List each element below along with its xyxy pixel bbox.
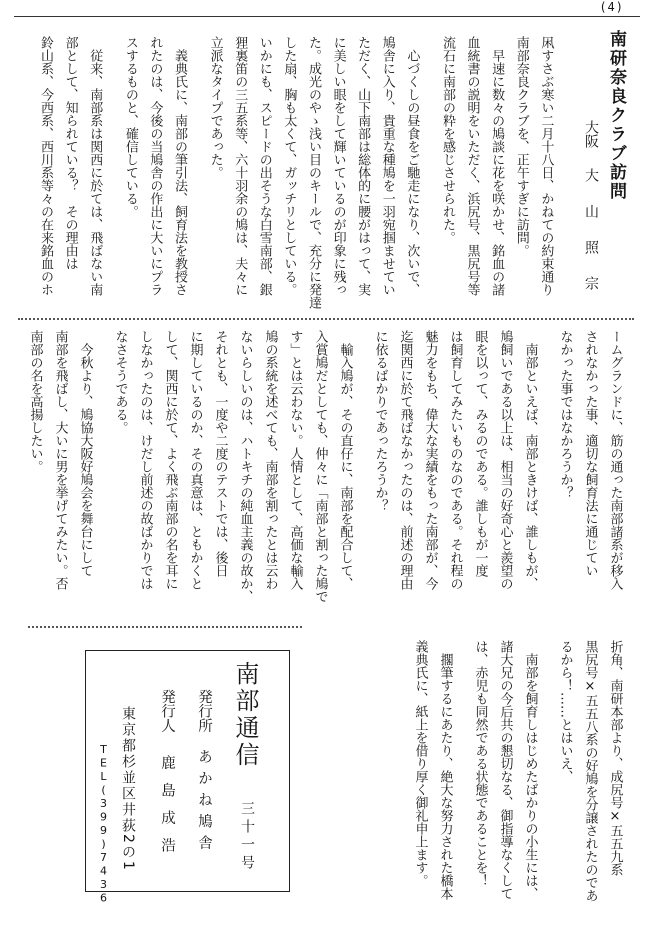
text-column: に依るばかりであったろうか？: [372, 330, 388, 512]
text-block: [553, 640, 628, 924]
text-column: 輸入鳩が、その直仔に、南部を配合して、: [337, 343, 353, 590]
text-block: [23, 330, 98, 616]
paragraph: [368, 330, 543, 616]
text-column: 凩すさぶ寒い二月十八日、かねての約束通り: [538, 36, 554, 296]
text-column: それとも、一度や二度のテストでは、後日: [212, 330, 228, 577]
issuer-label: 発行人: [159, 689, 175, 733]
text-column: 南部といえば、南部ときけば、誰しもが、: [522, 343, 538, 590]
text-block: [408, 640, 458, 924]
article-title: 南研奈良クラブ訪問: [606, 30, 626, 201]
text-column: 血統書の説明をいただく、浜尻号、黒尻号等: [464, 36, 480, 296]
text-column: す」とは云わない。人情として、高価な輸入: [287, 330, 303, 590]
text-column: 義典氏に、紙上を借り厚く御礼申上ます。: [412, 640, 428, 887]
text-column: 入賞鳩だとしても、仲々に「南部と割った鳩で: [312, 330, 328, 603]
text-column: 流石に南部の粋を感じさせられた。: [439, 36, 455, 244]
page-number: (4): [599, 0, 624, 14]
article-middle-text: [23, 330, 628, 616]
text-column: しなかったのは、けだし前述の故ばかりでは: [137, 330, 153, 590]
paragraph: [434, 36, 508, 316]
text-column: 迄関西に於て飛ばなかったのは、前述の理由: [397, 330, 413, 590]
paragraph: [553, 640, 628, 924]
text-column: 魅力をもち、偉大な実績をもった南部が、今: [422, 330, 438, 590]
text-column: 義典氏に、南部の筆引法、飼育法を教授さ: [172, 49, 187, 296]
text-column: 立派なタイプであった。: [207, 36, 223, 179]
text-column: 心づくしの昼食をご馳走になり、次いで、: [404, 49, 420, 296]
section-divider: [28, 626, 302, 628]
publisher-line: [193, 689, 215, 856]
text-column: 諸大兄の今后共の懇切なる、御指導なくして: [497, 640, 513, 900]
text-column: した扇、胸も太くて、ガッチリとしている。: [281, 36, 297, 296]
text-column: して、関西に於て、よく飛ぶ南部の名を耳に: [162, 330, 178, 590]
colophon-box: [85, 650, 290, 905]
text-column: に美しい眼をして輝いているのが印象に残っ: [330, 36, 346, 296]
text-column: ないらしいのは、ハトキチの純血主義の故か、: [237, 330, 253, 603]
text-column: なさそうである。: [112, 330, 128, 434]
text-column: 従来、南部系は関西に於ては、飛ばない南: [87, 49, 103, 296]
paragraph: [202, 36, 423, 316]
author-name: 大山照宗: [583, 168, 599, 312]
text-column: いかにも、スピードの出そうな白雪南部、銀: [256, 36, 272, 296]
issue-number: 三十一号: [239, 801, 255, 873]
telephone: TEL(399)7436: [97, 743, 110, 905]
text-column: 南部を飼育しはじめたばかりの小生には、: [522, 653, 538, 900]
article-author: [578, 120, 603, 312]
text-block: [553, 330, 628, 616]
section-divider: [18, 318, 634, 320]
text-column: 黒尻号×五五八系の好鳩を分譲されたのであ: [582, 640, 598, 902]
text-column: 鳩の系統を述べても、南部を割ったとは云わ: [262, 330, 278, 590]
text-column: 南部奈良クラブを、正午すぎに訪問。: [513, 36, 529, 257]
text-column: に期しているのか、その真意は、ともかくと: [187, 330, 203, 590]
text-column: なかった事ではなかろうか？: [557, 330, 573, 499]
text-block: [32, 36, 106, 316]
paragraph: [32, 36, 106, 316]
text-column: 鳩飼いである以上は、相当の好奇心と羨望の: [497, 330, 513, 590]
text-column: 擱筆するにあたり、絶大な努力された橋本: [437, 653, 453, 900]
text-block: [368, 330, 543, 616]
text-column: 狸裏笛の三五系等、六十羽余の鳩は、夫々に: [232, 36, 248, 296]
article-upper-text: [32, 36, 557, 316]
text-block: [117, 36, 191, 316]
issuer-line: [156, 689, 178, 865]
text-column: ームグランドに、筋の通った南部諸系が移入: [607, 330, 623, 590]
text-column: 南部を飛ばし、大いに男を挙げてみたい。否: [52, 330, 68, 590]
text-column: 早速に数々の鳩談に花を咲かせ、銘血の諸: [489, 49, 505, 296]
issuer-name: 鹿島成浩: [159, 754, 175, 865]
paragraph: [108, 330, 358, 616]
text-column: 折角、南研本部より、成尻号×五五九系: [607, 640, 623, 876]
masthead: 南部通信: [231, 661, 259, 769]
text-column: 今秋より、鳩協大阪好鳩会を舞台にして: [77, 343, 93, 577]
publisher-name: あかね鳩舎: [196, 748, 212, 856]
text-column: れたのは、今後の当鳩舎の作出に大いにプラ: [147, 36, 163, 296]
text-column: 鳩舎に入り、貴重な種鳩を一羽宛掴ませてい: [379, 36, 395, 296]
text-column: 部として、知られている？ その理由は: [62, 36, 78, 270]
article-lower-text: [408, 640, 628, 924]
text-column: ただく、山下南部は総体的に腰がはって、実: [355, 36, 371, 296]
paragraph: [117, 36, 191, 316]
text-column: 南部の名を高揚したい。: [27, 330, 43, 473]
paragraph: [23, 330, 98, 616]
text-block: [108, 330, 358, 616]
text-column: 鈴山系、今西系、西川系等々の在来銘血のホ: [38, 36, 54, 296]
text-block: [434, 36, 557, 316]
text-column: されなかった事、適切な飼育法に通じてい: [582, 330, 598, 577]
text-block: [202, 36, 423, 316]
publisher-label: 発行所: [196, 689, 212, 733]
paragraph: [408, 640, 458, 924]
text-column: た。成光のやゝ浅い目のキールで、充分に発達: [305, 36, 321, 309]
top-rule: [14, 16, 640, 17]
text-column: 眼を以って、みるのである。誰しもが一度: [472, 330, 488, 577]
text-block: [468, 640, 543, 924]
paragraph: [553, 330, 628, 616]
address: 東京都杉並区井荻2の1: [120, 706, 136, 872]
text-column: は、赤児も同然である状態であることを！: [472, 640, 488, 887]
text-column: は飼育してみたいものなのである。それ程の: [447, 330, 463, 590]
text-column: るから！……とはいえ、: [557, 640, 573, 783]
paragraph: [468, 640, 543, 924]
paragraph: [508, 36, 557, 316]
author-city: 大阪: [583, 120, 599, 148]
text-column: スするものと、確信している。: [122, 36, 138, 218]
